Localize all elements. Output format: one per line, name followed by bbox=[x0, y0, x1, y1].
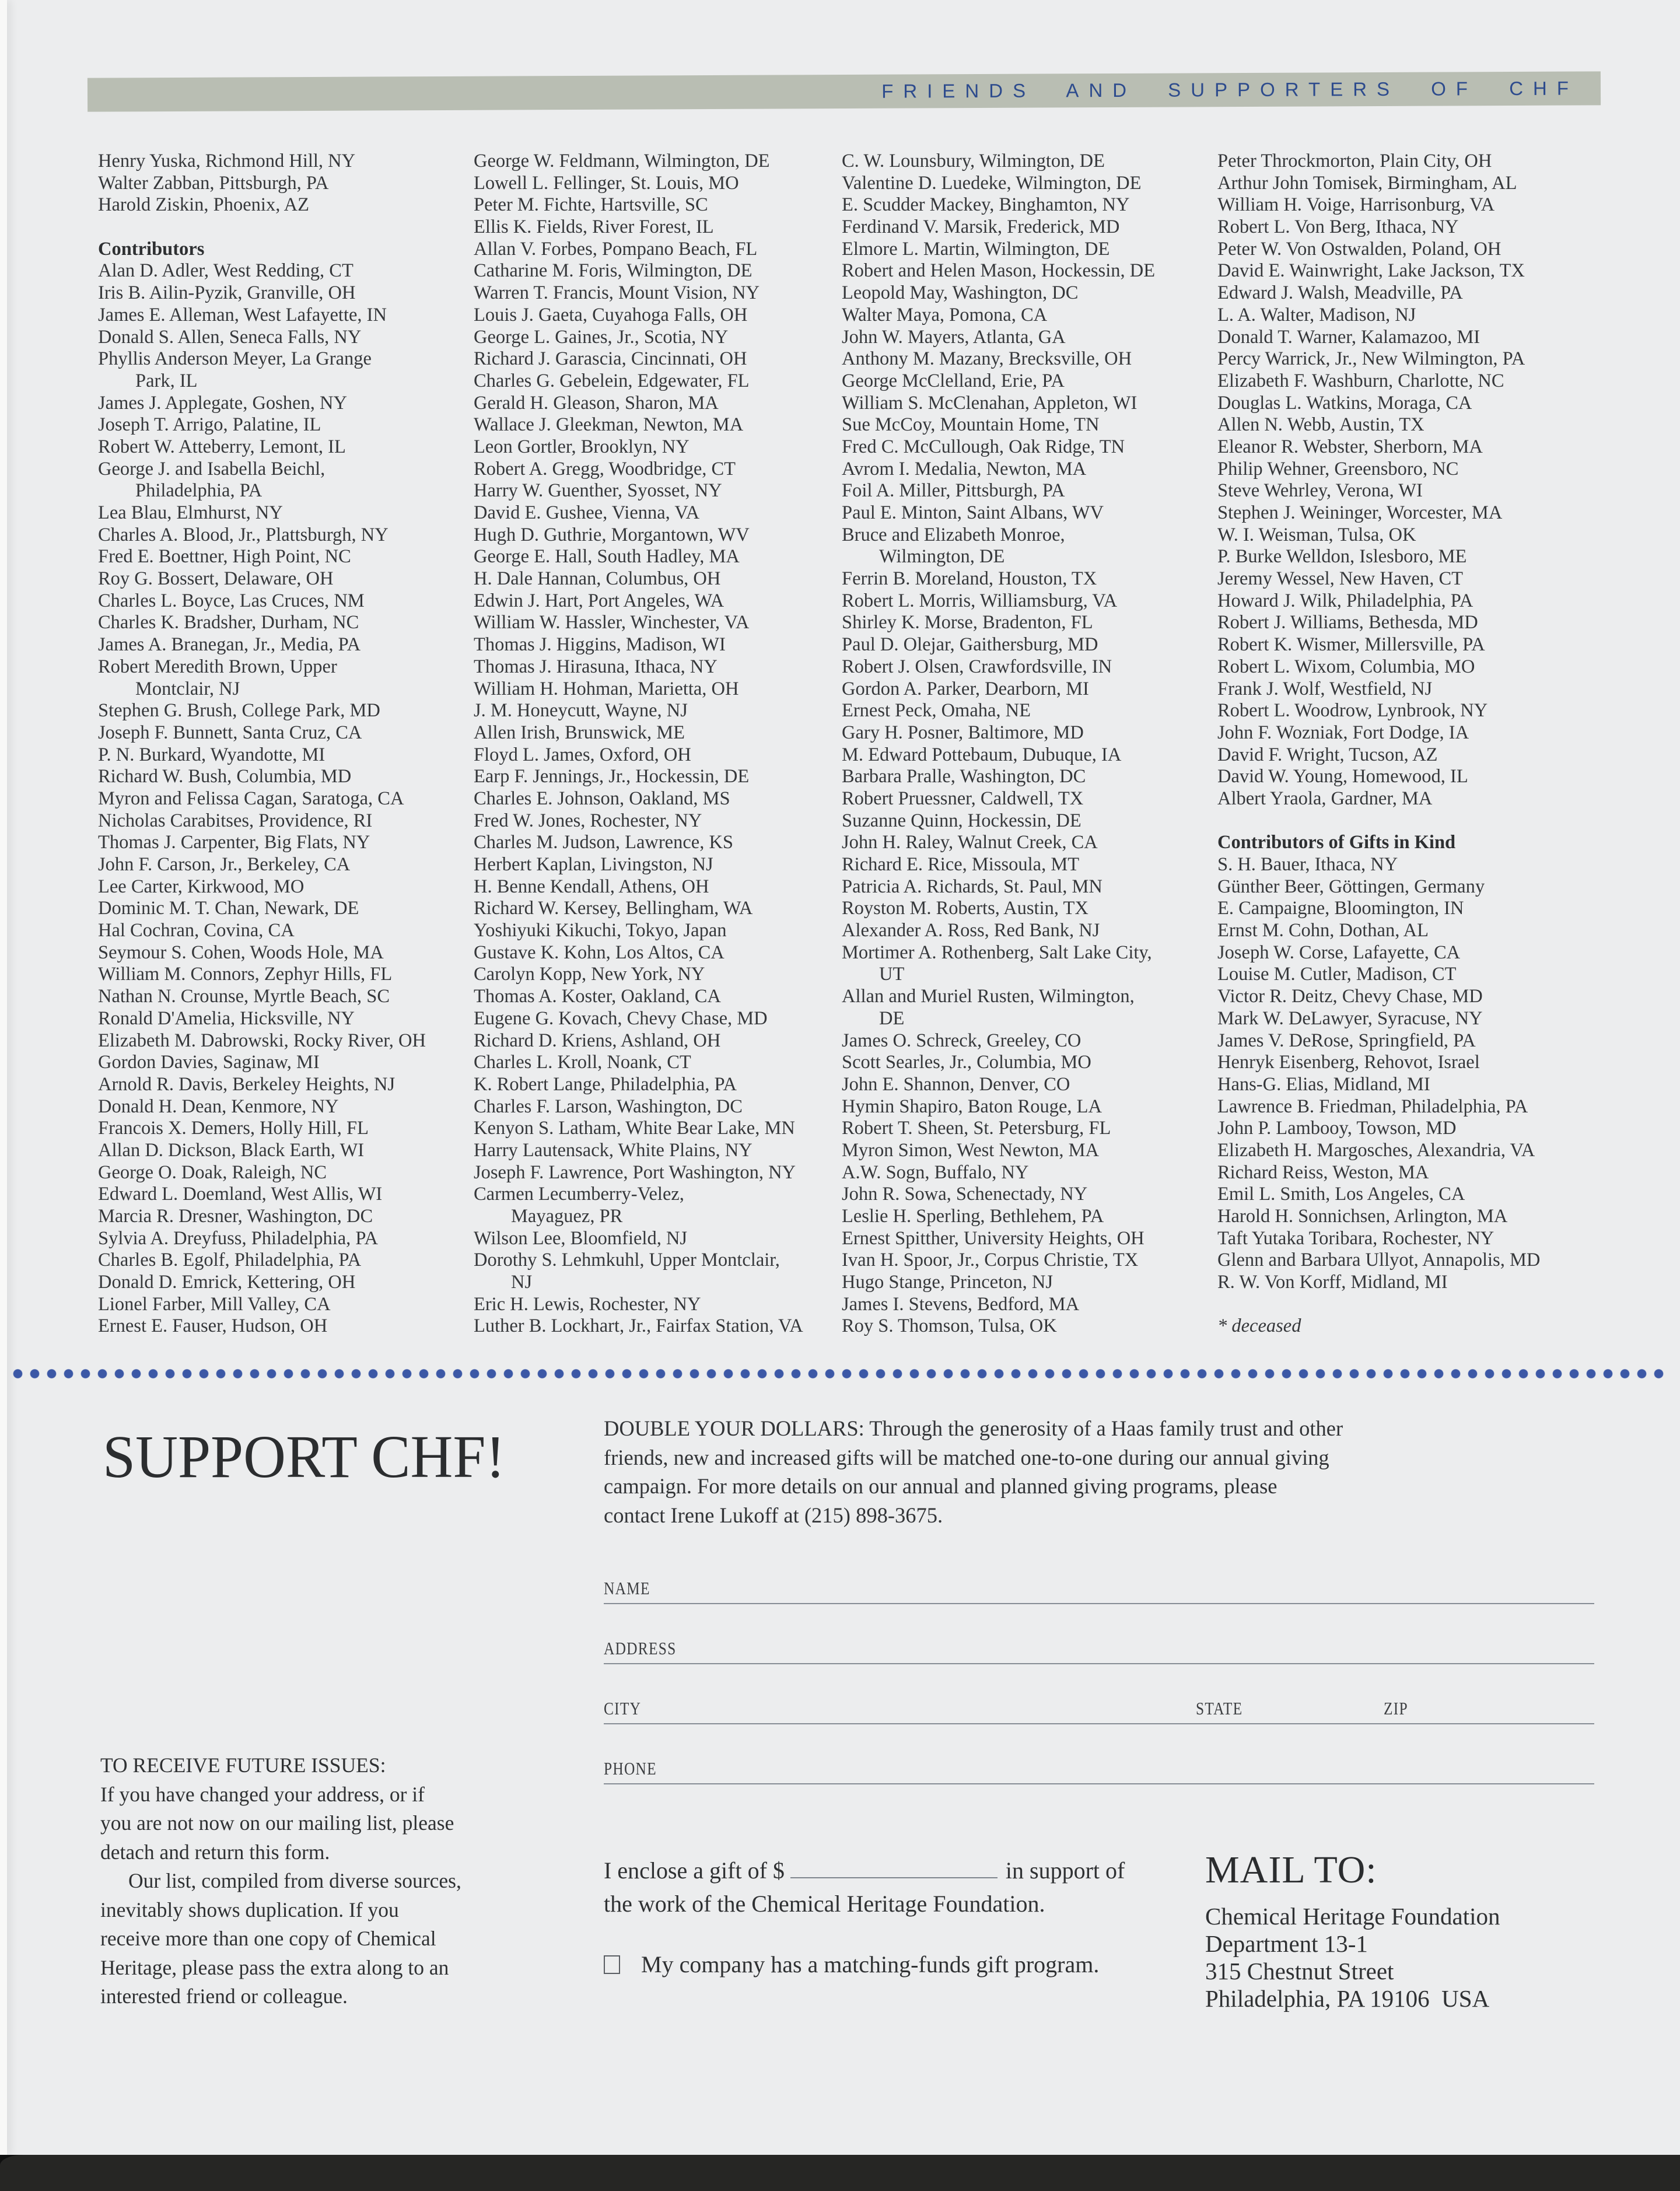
supporter-entry: * deceased bbox=[1217, 1315, 1301, 1337]
supporter-entry: Gary H. Posner, Baltimore, MD bbox=[842, 722, 1084, 743]
supporter-entry: E. Campaigne, Bloomington, IN bbox=[1217, 898, 1464, 919]
supporter-entry: Eric H. Lewis, Rochester, NY bbox=[474, 1293, 701, 1315]
supporter-entry: Alan D. Adler, West Redding, CT bbox=[98, 260, 354, 282]
supporter-entry: Robert Meredith Brown, Upper bbox=[98, 656, 337, 677]
supporter-entry: S. H. Bauer, Ithaca, NY bbox=[1217, 854, 1398, 875]
supporter-entry: Louise M. Cutler, Madison, CT bbox=[1217, 964, 1457, 985]
supporter-entry: William S. McClenahan, Appleton, WI bbox=[842, 392, 1138, 414]
state-field-label: STATE bbox=[1196, 1698, 1243, 1718]
supporters-column-2 bbox=[474, 150, 850, 1338]
supporter-entry: Robert and Helen Mason, Hockessin, DE bbox=[842, 260, 1156, 282]
supporter-entry: Herbert Kaplan, Livingston, NJ bbox=[474, 854, 713, 875]
gift-text-after: in support of bbox=[1005, 1857, 1125, 1884]
phone-field-rule bbox=[604, 1783, 1594, 1784]
paragraph-line: If you have changed your address, or if bbox=[100, 1782, 425, 1806]
supporter-entry: Foil A. Miller, Pittsburgh, PA bbox=[842, 480, 1065, 502]
supporter-entry: Robert T. Sheen, St. Petersburg, FL bbox=[842, 1118, 1111, 1139]
name-field-rule bbox=[604, 1603, 1594, 1604]
supporter-entry: Carolyn Kopp, New York, NY bbox=[474, 964, 705, 985]
supporter-entry: H. Benne Kendall, Athens, OH bbox=[474, 876, 709, 897]
supporter-entry: Seymour S. Cohen, Woods Hole, MA bbox=[98, 942, 384, 963]
phone-field-label: PHONE bbox=[604, 1758, 657, 1779]
supporter-entry: Joseph T. Arrigo, Palatine, IL bbox=[98, 414, 321, 436]
supporter-entry: C. W. Lounsbury, Wilmington, DE bbox=[842, 150, 1105, 172]
supporters-name-list bbox=[0, 150, 1680, 1340]
supporter-entry: Charles M. Judson, Lawrence, KS bbox=[474, 832, 733, 853]
supporter-entry: Joseph W. Corse, Lafayette, CA bbox=[1217, 942, 1461, 963]
supporter-entry: Harold H. Sonnichsen, Arlington, MA bbox=[1217, 1206, 1508, 1227]
supporter-entry: Günther Beer, Göttingen, Germany bbox=[1217, 876, 1485, 897]
supporter-entry: Richard D. Kriens, Ashland, OH bbox=[474, 1030, 721, 1051]
supporters-column-1 bbox=[98, 150, 474, 1338]
supporter-entry: John F. Wozniak, Fort Dodge, IA bbox=[1217, 722, 1469, 743]
supporter-entry: Thomas J. Carpenter, Big Flats, NY bbox=[98, 832, 370, 853]
supporter-entry: Hans-G. Elias, Midland, MI bbox=[1217, 1073, 1430, 1095]
supporter-entry: Charles G. Gebelein, Edgewater, FL bbox=[474, 370, 750, 391]
supporter-entry: Edward L. Doemland, West Allis, WI bbox=[98, 1184, 383, 1205]
supporter-entry: Contributors bbox=[98, 238, 205, 260]
supporter-entry bbox=[1217, 810, 1594, 832]
supporter-entry: Hymin Shapiro, Baton Rouge, LA bbox=[842, 1096, 1102, 1117]
scan-edge-bottom bbox=[0, 2155, 1680, 2191]
supporter-entry: R. W. Von Korff, Midland, MI bbox=[1217, 1272, 1448, 1293]
supporter-entry: Robert Pruessner, Caldwell, TX bbox=[842, 788, 1084, 809]
address-line: Department 13-1 bbox=[1205, 1930, 1368, 1957]
paragraph-line: friends, new and increased gifts will be matched one-to-one during our annual giving bbox=[604, 1445, 1329, 1469]
supporter-entry: Suzanne Quinn, Hockessin, DE bbox=[842, 810, 1082, 831]
supporter-entry: Charles K. Bradsher, Durham, NC bbox=[98, 612, 359, 634]
supporter-entry: Ernest Peck, Omaha, NE bbox=[842, 700, 1031, 722]
supporter-entry: Frank J. Wolf, Westfield, NJ bbox=[1217, 678, 1433, 699]
supporter-entry: Douglas L. Watkins, Moraga, CA bbox=[1217, 392, 1472, 414]
supporter-entry: James A. Branegan, Jr., Media, PA bbox=[98, 634, 361, 656]
supporter-entry: Catharine M. Foris, Wilmington, DE bbox=[474, 260, 752, 282]
supporter-entry: Thomas J. Higgins, Madison, WI bbox=[474, 634, 726, 656]
supporter-entry: James I. Stevens, Bedford, MA bbox=[842, 1293, 1080, 1315]
supporter-entry: Robert W. Atteberry, Lemont, IL bbox=[98, 436, 346, 457]
supporter-entry: Donald T. Warner, Kalamazoo, MI bbox=[1217, 326, 1480, 348]
supporter-entry: Robert L. Wixom, Columbia, MO bbox=[1217, 656, 1475, 677]
supporter-entry: Gordon A. Parker, Dearborn, MI bbox=[842, 678, 1089, 699]
banner-title: FRIENDS AND SUPPORTERS OF CHF bbox=[881, 77, 1579, 102]
supporter-entry: Harry Lautensack, White Plains, NY bbox=[474, 1139, 752, 1161]
supporter-entry: Peter Throckmorton, Plain City, OH bbox=[1217, 150, 1492, 172]
supporter-entry: Robert L. Von Berg, Ithaca, NY bbox=[1217, 216, 1459, 238]
supporter-entry: Dominic M. T. Chan, Newark, DE bbox=[98, 898, 359, 919]
paragraph-line: interested friend or colleague. bbox=[100, 1985, 348, 2008]
address-field-label: ADDRESS bbox=[604, 1638, 677, 1658]
supporter-entry: George L. Gaines, Jr., Scotia, NY bbox=[474, 326, 729, 348]
supporter-entry: Lowell L. Fellinger, St. Louis, MO bbox=[474, 172, 739, 194]
supporter-entry: Avrom I. Medalia, Newton, MA bbox=[842, 458, 1087, 480]
supporter-entry: Sylvia A. Dreyfuss, Philadelphia, PA bbox=[98, 1227, 378, 1249]
supporter-entry: Elizabeth M. Dabrowski, Rocky River, OH bbox=[98, 1030, 426, 1051]
supporter-entry: Stephen G. Brush, College Park, MD bbox=[98, 700, 380, 722]
zip-field-label: ZIP bbox=[1384, 1698, 1408, 1718]
supporter-entry: Albert Yraola, Gardner, MA bbox=[1217, 788, 1433, 809]
paragraph-line: you are not now on our mailing list, please bbox=[100, 1811, 454, 1835]
supporter-entry: Philip Wehner, Greensboro, NC bbox=[1217, 458, 1459, 480]
paragraph-line: Heritage, please pass the extra along to an bbox=[100, 1955, 449, 1979]
supporter-entry: Peter W. Von Ostwalden, Poland, OH bbox=[1217, 238, 1502, 260]
supporter-entry: William W. Hassler, Winchester, VA bbox=[474, 612, 750, 634]
supporter-entry: Paul E. Minton, Saint Albans, WV bbox=[842, 502, 1104, 523]
paragraph-line: inevitably shows duplication. If you bbox=[100, 1898, 399, 1922]
supporter-entry: Floyd L. James, Oxford, OH bbox=[474, 744, 691, 765]
supporter-entry: Stephen J. Weininger, Worcester, MA bbox=[1217, 502, 1503, 523]
supporter-entry: Ernst M. Cohn, Dothan, AL bbox=[1217, 920, 1429, 942]
supporters-column-4 bbox=[1217, 150, 1594, 1338]
supporter-entry: Hugh D. Guthrie, Morgantown, WV bbox=[474, 524, 750, 545]
supporter-entry: DE bbox=[879, 1007, 905, 1029]
supporter-entry: Dorothy S. Lehmkuhl, Upper Montclair, bbox=[474, 1250, 780, 1271]
supporter-entry: Charles L. Boyce, Las Cruces, NM bbox=[98, 590, 365, 611]
supporter-entry: Arthur John Tomisek, Birmingham, AL bbox=[1217, 172, 1517, 194]
supporter-entry: William M. Connors, Zephyr Hills, FL bbox=[98, 964, 393, 985]
matching-funds-label: My company has a matching-funds gift program. bbox=[641, 1951, 1100, 1978]
supporter-entry: Mortimer A. Rothenberg, Salt Lake City, bbox=[842, 942, 1152, 963]
mail-to-heading: MAIL TO: bbox=[1205, 1849, 1377, 1891]
supporter-entry: Robert J. Olsen, Crawfordsville, IN bbox=[842, 656, 1112, 677]
supporter-entry: Howard J. Wilk, Philadelphia, PA bbox=[1217, 590, 1474, 611]
supporter-entry: Glenn and Barbara Ullyot, Annapolis, MD bbox=[1217, 1250, 1541, 1271]
supporter-entry: Allan V. Forbes, Pompano Beach, FL bbox=[474, 238, 758, 260]
paragraph-line: contact Irene Lukoff at (215) 898-3675. bbox=[604, 1503, 943, 1527]
paragraph-line: Our list, compiled from diverse sources, bbox=[128, 1869, 461, 1892]
supporter-entry: Allan and Muriel Rusten, Wilmington, bbox=[842, 986, 1135, 1007]
supporter-entry: William H. Voige, Harrisonburg, VA bbox=[1217, 194, 1495, 216]
supporter-entry: Scott Searles, Jr., Columbia, MO bbox=[842, 1052, 1091, 1073]
supporter-entry: Richard J. Garascia, Cincinnati, OH bbox=[474, 348, 747, 370]
supporter-entry: William H. Hohman, Marietta, OH bbox=[474, 678, 739, 699]
supporter-entry: Donald S. Allen, Seneca Falls, NY bbox=[98, 326, 362, 348]
supporter-entry: Lawrence B. Friedman, Philadelphia, PA bbox=[1217, 1096, 1528, 1117]
supporter-entry: Allan D. Dickson, Black Earth, WI bbox=[98, 1139, 365, 1161]
supporter-entry: Walter Zabban, Pittsburgh, PA bbox=[98, 172, 329, 194]
supporter-entry: George J. and Isabella Beichl, bbox=[98, 458, 326, 480]
supporter-entry: Bruce and Elizabeth Monroe, bbox=[842, 524, 1065, 545]
supporter-entry: Kenyon S. Latham, White Bear Lake, MN bbox=[474, 1118, 795, 1139]
supporter-entry: Allen Irish, Brunswick, ME bbox=[474, 722, 685, 743]
supporter-entry: Ferdinand V. Marsik, Frederick, MD bbox=[842, 216, 1120, 238]
supporter-entry: Ronald D'Amelia, Hicksville, NY bbox=[98, 1007, 355, 1029]
supporter-entry: John W. Mayers, Atlanta, GA bbox=[842, 326, 1066, 348]
supporter-entry: Taft Yutaka Toribara, Rochester, NY bbox=[1217, 1227, 1494, 1249]
gift-text-before: I enclose a gift of $ bbox=[604, 1857, 785, 1884]
address-line: 315 Chestnut Street bbox=[1205, 1958, 1394, 1985]
supporter-entry: NJ bbox=[511, 1272, 533, 1293]
supporter-entry: Harold Ziskin, Phoenix, AZ bbox=[98, 194, 309, 216]
supporter-entry: Luther B. Lockhart, Jr., Fairfax Station, VA bbox=[474, 1315, 803, 1337]
supporter-entry: J. M. Honeycutt, Wayne, NJ bbox=[474, 700, 688, 722]
supporter-entry: Elmore L. Martin, Wilmington, DE bbox=[842, 238, 1110, 260]
supporter-entry: P. Burke Welldon, Islesboro, ME bbox=[1217, 546, 1467, 568]
supporter-entry: Steve Wehrley, Verona, WI bbox=[1217, 480, 1423, 502]
city-field-label: CITY bbox=[604, 1698, 642, 1718]
supporter-entry: Montclair, NJ bbox=[135, 678, 240, 699]
supporter-entry: Mayaguez, PR bbox=[511, 1206, 623, 1227]
supporter-entry: Park, IL bbox=[135, 370, 198, 391]
supporter-entry: David E. Gushee, Vienna, VA bbox=[474, 502, 700, 523]
supporter-entry: Robert A. Gregg, Woodbridge, CT bbox=[474, 458, 736, 480]
supporter-entry: David E. Wainwright, Lake Jackson, TX bbox=[1217, 260, 1525, 282]
matching-funds-checkbox bbox=[604, 1955, 620, 1974]
supporter-entry: James E. Alleman, West Lafayette, IN bbox=[98, 304, 387, 326]
dotted-separator bbox=[9, 1368, 1671, 1379]
supporter-entry: Alexander A. Ross, Red Bank, NJ bbox=[842, 920, 1100, 942]
supporter-entry: H. Dale Hannan, Columbus, OH bbox=[474, 568, 721, 590]
supporter-entry: Nicholas Carabitses, Providence, RI bbox=[98, 810, 373, 831]
supporter-entry: Jeremy Wessel, New Haven, CT bbox=[1217, 568, 1463, 590]
supporter-entry: Ernest E. Fauser, Hudson, OH bbox=[98, 1315, 328, 1337]
supporter-entry: David W. Young, Homewood, IL bbox=[1217, 766, 1468, 788]
supporter-entry: W. I. Weisman, Tulsa, OK bbox=[1217, 524, 1416, 545]
supporter-entry: Wilmington, DE bbox=[879, 546, 1005, 568]
supporter-entry: M. Edward Pottebaum, Dubuque, IA bbox=[842, 744, 1122, 765]
supporter-entry: Earp F. Jennings, Jr., Hockessin, DE bbox=[474, 766, 750, 788]
supporter-entry: Lionel Farber, Mill Valley, CA bbox=[98, 1293, 331, 1315]
supporter-entry: Philadelphia, PA bbox=[135, 480, 262, 502]
supporter-entry: P. N. Burkard, Wyandotte, MI bbox=[98, 744, 326, 765]
supporter-entry: Shirley K. Morse, Bradenton, FL bbox=[842, 612, 1093, 634]
supporter-entry: Robert L. Woodrow, Lynbrook, NY bbox=[1217, 700, 1488, 722]
supporter-entry: Walter Maya, Pomona, CA bbox=[842, 304, 1048, 326]
supporter-entry: Nathan N. Crounse, Myrtle Beach, SC bbox=[98, 986, 390, 1007]
supporter-entry: A.W. Sogn, Buffalo, NY bbox=[842, 1161, 1029, 1183]
supporter-entry: John H. Raley, Walnut Creek, CA bbox=[842, 832, 1098, 853]
supporter-entry: Wallace J. Gleekman, Newton, MA bbox=[474, 414, 744, 436]
supporter-entry: Ellis K. Fields, River Forest, IL bbox=[474, 216, 714, 238]
supporter-entry: Donald H. Dean, Kenmore, NY bbox=[98, 1096, 339, 1117]
supporter-entry: Charles B. Egolf, Philadelphia, PA bbox=[98, 1250, 362, 1271]
supporter-entry: K. Robert Lange, Philadelphia, PA bbox=[474, 1073, 737, 1095]
supporter-entry: Royston M. Roberts, Austin, TX bbox=[842, 898, 1088, 919]
supporter-entry: Gerald H. Gleason, Sharon, MA bbox=[474, 392, 719, 414]
supporter-entry: Joseph F. Lawrence, Port Washington, NY bbox=[474, 1161, 796, 1183]
city-state-zip-rule bbox=[604, 1723, 1594, 1724]
section-banner bbox=[88, 71, 1601, 111]
supporter-entry: John P. Lambooy, Towson, MD bbox=[1217, 1118, 1457, 1139]
supporter-entry: Carmen Lecumberry-Velez, bbox=[474, 1184, 684, 1205]
supporter-entry: John R. Sowa, Schenectady, NY bbox=[842, 1184, 1088, 1205]
supporter-entry: Edward J. Walsh, Meadville, PA bbox=[1217, 282, 1463, 304]
supporter-entry: James O. Schreck, Greeley, CO bbox=[842, 1030, 1082, 1051]
supporter-entry: Henryk Eisenberg, Rehovot, Israel bbox=[1217, 1052, 1480, 1073]
supporter-entry: Ivan H. Spoor, Jr., Corpus Christie, TX bbox=[842, 1250, 1139, 1271]
supporter-entry: Eugene G. Kovach, Chevy Chase, MD bbox=[474, 1007, 768, 1029]
supporter-entry: Allen N. Webb, Austin, TX bbox=[1217, 414, 1424, 436]
supporter-entry: George W. Feldmann, Wilmington, DE bbox=[474, 150, 770, 172]
supporter-entry: Francois X. Demers, Holly Hill, FL bbox=[98, 1118, 369, 1139]
supporter-entry: Valentine D. Luedeke, Wilmington, DE bbox=[842, 172, 1142, 194]
supporter-entry: David F. Wright, Tucson, AZ bbox=[1217, 744, 1438, 765]
paragraph-line: receive more than one copy of Chemical bbox=[100, 1927, 436, 1950]
supporter-entry: Sue McCoy, Mountain Home, TN bbox=[842, 414, 1100, 436]
supporter-entry: UT bbox=[879, 964, 905, 985]
supporter-entry: Paul D. Olejar, Gaithersburg, MD bbox=[842, 634, 1098, 656]
supporter-entry: Thomas J. Hirasuna, Ithaca, NY bbox=[474, 656, 718, 677]
supporter-entry: Eleanor R. Webster, Sherborn, MA bbox=[1217, 436, 1483, 457]
supporters-column-3 bbox=[842, 150, 1218, 1338]
supporter-entry: Myron Simon, West Newton, MA bbox=[842, 1139, 1099, 1161]
supporter-entry: E. Scudder Mackey, Binghamton, NY bbox=[842, 194, 1130, 216]
supporter-entry: Emil L. Smith, Los Angeles, CA bbox=[1217, 1184, 1465, 1205]
gift-amount-blank bbox=[790, 1857, 998, 1878]
supporter-entry: Donald D. Emrick, Kettering, OH bbox=[98, 1272, 356, 1293]
supporter-entry: George O. Doak, Raleigh, NC bbox=[98, 1161, 327, 1183]
paragraph-line: campaign. For more details on our annual and planned giving programs, please bbox=[604, 1474, 1278, 1498]
gift-enclosure-statement bbox=[604, 1854, 1125, 1920]
supporter-entry: Arnold R. Davis, Berkeley Heights, NJ bbox=[98, 1073, 396, 1095]
supporter-entry: Richard W. Kersey, Bellingham, WA bbox=[474, 898, 753, 919]
supporter-entry: Charles E. Johnson, Oakland, MS bbox=[474, 788, 730, 809]
supporter-entry: Myron and Felissa Cagan, Saratoga, CA bbox=[98, 788, 404, 809]
supporter-entry: Percy Warrick, Jr., New Wilmington, PA bbox=[1217, 348, 1525, 370]
address-field-rule bbox=[604, 1663, 1594, 1664]
supporter-entry: Victor R. Deitz, Chevy Chase, MD bbox=[1217, 986, 1483, 1007]
supporter-entry: Louis J. Gaeta, Cuyahoga Falls, OH bbox=[474, 304, 748, 326]
supporter-entry: Joseph F. Bunnett, Santa Cruz, CA bbox=[98, 722, 362, 743]
supporter-entry: Charles F. Larson, Washington, DC bbox=[474, 1096, 743, 1117]
supporter-entry: L. A. Walter, Madison, NJ bbox=[1217, 304, 1416, 326]
receive-future-issues-paragraph bbox=[100, 1751, 461, 2011]
supporter-entry: Charles L. Kroll, Noank, CT bbox=[474, 1052, 691, 1073]
supporter-entry: Edwin J. Hart, Port Angeles, WA bbox=[474, 590, 724, 611]
supporter-entry: Fred E. Boettner, High Point, NC bbox=[98, 546, 351, 568]
supporter-entry: Harry W. Guenther, Syosset, NY bbox=[474, 480, 722, 502]
name-field-label: NAME bbox=[604, 1578, 650, 1598]
paragraph-line: detach and return this form. bbox=[100, 1840, 330, 1864]
supporter-entry: Gordon Davies, Saginaw, MI bbox=[98, 1052, 320, 1073]
supporter-entry: Leslie H. Sperling, Bethlehem, PA bbox=[842, 1206, 1104, 1227]
supporter-entry: George E. Hall, South Hadley, MA bbox=[474, 546, 740, 568]
supporter-entry: Roy S. Thomson, Tulsa, OK bbox=[842, 1315, 1057, 1337]
supporter-entry: George McClelland, Erie, PA bbox=[842, 370, 1065, 391]
supporter-entry: Leopold May, Washington, DC bbox=[842, 282, 1079, 304]
supporter-entry: Ferrin B. Moreland, Houston, TX bbox=[842, 568, 1097, 590]
supporter-entry: Henry Yuska, Richmond Hill, NY bbox=[98, 150, 356, 172]
supporter-entry: Iris B. Ailin-Pyzik, Granville, OH bbox=[98, 282, 356, 304]
mail-to-address bbox=[1205, 1903, 1500, 2013]
supporter-entry: Thomas A. Koster, Oakland, CA bbox=[474, 986, 721, 1007]
supporter-entry: Robert L. Morris, Williamsburg, VA bbox=[842, 590, 1118, 611]
supporter-entry: Richard W. Bush, Columbia, MD bbox=[98, 766, 352, 788]
supporter-entry: Richard Reiss, Weston, MA bbox=[1217, 1161, 1429, 1183]
supporter-entry: Lee Carter, Kirkwood, MO bbox=[98, 876, 304, 897]
supporter-entry: Fred W. Jones, Rochester, NY bbox=[474, 810, 702, 831]
supporter-entry: Elizabeth H. Margosches, Alexandria, VA bbox=[1217, 1139, 1535, 1161]
supporter-entry: James V. DeRose, Springfield, PA bbox=[1217, 1030, 1476, 1051]
supporter-entry: James J. Applegate, Goshen, NY bbox=[98, 392, 347, 414]
paragraph-line: TO RECEIVE FUTURE ISSUES: bbox=[100, 1754, 386, 1777]
address-line: Philadelphia, PA 19106 USA bbox=[1205, 1985, 1490, 2012]
supporter-entry: Elizabeth F. Washburn, Charlotte, NC bbox=[1217, 370, 1504, 391]
supporter-entry: Wilson Lee, Bloomfield, NJ bbox=[474, 1227, 688, 1249]
supporter-entry: John F. Carson, Jr., Berkeley, CA bbox=[98, 854, 351, 875]
supporter-entry: Hal Cochran, Covina, CA bbox=[98, 920, 295, 942]
supporter-entry: Hugo Stange, Princeton, NJ bbox=[842, 1272, 1053, 1293]
supporter-entry: Marcia R. Dresner, Washington, DC bbox=[98, 1206, 373, 1227]
supporter-entry: Charles A. Blood, Jr., Plattsburgh, NY bbox=[98, 524, 388, 545]
supporter-entry: Anthony M. Mazany, Brecksville, OH bbox=[842, 348, 1132, 370]
supporter-entry: Mark W. DeLawyer, Syracuse, NY bbox=[1217, 1007, 1483, 1029]
supporter-entry: Ernest Spitther, University Heights, OH bbox=[842, 1227, 1144, 1249]
supporter-entry: Leon Gortler, Brooklyn, NY bbox=[474, 436, 690, 457]
gift-text-line2: the work of the Chemical Heritage Foundation. bbox=[604, 1891, 1045, 1917]
supporter-entry: Richard E. Rice, Missoula, MT bbox=[842, 854, 1080, 875]
supporter-entry: Roy G. Bossert, Delaware, OH bbox=[98, 568, 334, 590]
supporter-entry: Warren T. Francis, Mount Vision, NY bbox=[474, 282, 760, 304]
supporter-entry: Barbara Pralle, Washington, DC bbox=[842, 766, 1086, 788]
supporter-entry: Peter M. Fichte, Hartsville, SC bbox=[474, 194, 708, 216]
supporter-entry: Fred C. McCullough, Oak Ridge, TN bbox=[842, 436, 1125, 457]
support-chf-headline: SUPPORT CHF! bbox=[103, 1423, 506, 1490]
supporter-entry bbox=[98, 216, 474, 239]
double-your-dollars-paragraph bbox=[604, 1414, 1343, 1530]
address-line: Chemical Heritage Foundation bbox=[1205, 1903, 1500, 1930]
supporter-entry: Phyllis Anderson Meyer, La Grange bbox=[98, 348, 372, 370]
supporter-entry: Robert K. Wismer, Millersville, PA bbox=[1217, 634, 1485, 656]
supporter-entry: Patricia A. Richards, St. Paul, MN bbox=[842, 876, 1102, 897]
supporter-entry: Contributors of Gifts in Kind bbox=[1217, 832, 1456, 853]
supporter-entry: Robert J. Williams, Bethesda, MD bbox=[1217, 612, 1478, 634]
supporter-entry: Gustave K. Kohn, Los Altos, CA bbox=[474, 942, 724, 963]
supporter-entry: Lea Blau, Elmhurst, NY bbox=[98, 502, 283, 523]
supporter-entry bbox=[1217, 1294, 1594, 1316]
paragraph-line: DOUBLE YOUR DOLLARS: Through the generosity of a Haas family trust and other bbox=[604, 1416, 1343, 1440]
supporter-entry: Yoshiyuki Kikuchi, Tokyo, Japan bbox=[474, 920, 727, 942]
supporter-entry: John E. Shannon, Denver, CO bbox=[842, 1073, 1070, 1095]
matching-funds-row bbox=[604, 1951, 1099, 1978]
